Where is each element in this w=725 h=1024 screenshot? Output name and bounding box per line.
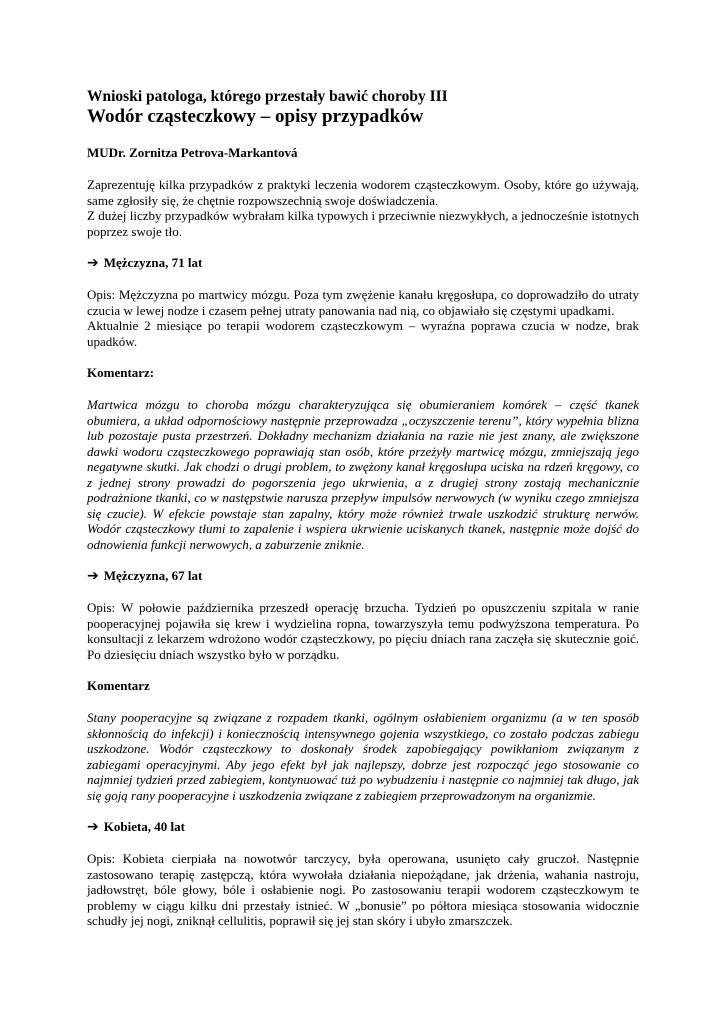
comment-paragraph: Martwica mózgu to choroba mózgu charakteryzująca się obumieraniem komórek – część tkanek obumiera, a układ odpornościowy następnie przeprowadza „oczyszczenie terenu”, który wypełnia blizna lub pozostaje pusta przestrzeń. Dokładny mechanizm działania na razie nie jest znany, ale zwiększone dawki wodoru cząsteczkowego poprawiają stan osób, które przeżyły martwicę mózgu, zmniejszają jego negatywne skutki. Jak chodzi o drugi problem, to zwężony kanał kręgosłupa uciska na rdzeń kręgowy, co z jednej strony prowadzi do pogorszenia jego ukrwienia, a z drugiej strony zostają mechanicznie podrażnione tkanki, co w następstwie narusza przepływ impulsów nerwowych (w wyniku czego zmniejsza się czucie). W efekcie powstaje stan zapalny, który może również trwale uszkodzić strukturę nerwów. Wodór cząsteczkowy tłumi to zapalenie i wspiera ukrwienie uciskanych tkanek, następnie może dojść do odnowienia funkcji nerwowych, a zaburzenie zniknie. [87,397,639,552]
case-description-paragraph: Opis: W połowie października przeszedł operację brzucha. Tydzień po opuszczeniu szpitala w ranie pooperacyjnej pojawiła się krew i wydzielina ropna, towarzyszyła temu podwyższona temperatura. Po konsultacji z lekarzem wdrożono wodór cząsteczkowy, po pięciu dniach rana zaczęła się skutecznie goić. Po dziesięciu dniach wszystko było w porządku. [87,600,639,662]
case-description-paragraph: Aktualnie 2 miesiące po terapii wodorem cząsteczkowym – wyraźna poprawa czucia w nodze, brak upadków. [87,318,639,349]
document-title: Wodór cząsteczkowy – opisy przypadków [87,106,424,127]
case-heading-text: Kobieta, 40 lat [103,819,185,834]
case-heading [87,568,639,584]
right-arrow-icon: ➔ [87,819,99,835]
case-description [87,600,639,662]
case-heading-text: Mężczyzna, 67 lat [103,568,203,583]
case-heading [87,819,639,835]
case-description-paragraph: Opis: Mężczyzna po martwicy mózgu. Poza tym zwężenie kanału kręgosłupa, co doprowadziło do utraty czucia w lewej nodze i czasem pełnej utraty panowania nad nią, co objawiało się częstymi upadkami. [87,287,639,318]
case-description [87,851,639,929]
right-arrow-icon: ➔ [87,255,99,271]
right-arrow-icon: ➔ [87,568,99,584]
case-heading-text: Mężczyzna, 71 lat [103,255,203,270]
comment-label: Komentarz: [87,365,155,380]
document-series-title: Wnioski patologa, którego przestały bawić choroby III [87,88,448,105]
case-heading [87,255,639,271]
document-page [87,88,639,929]
intro-paragraph: Z dużej liczby przypadków wybrałam kilka typowych i przeciwnie niezwykłych, a jednocześnie istotnych poprzez swoje tło. [87,208,639,239]
intro-section [87,177,639,239]
case-comment [87,397,639,552]
author-name: MUDr. Zornitza Petrova-Markantová [87,145,298,160]
case-comment [87,710,639,803]
intro-paragraph: Zaprezentuję kilka przypadków z praktyki leczenia wodorem cząsteczkowym. Osoby, które go używają, same zgłosiły się, że chętnie rozpowszechnią swoje doświadczenia. [87,177,639,208]
case-description-paragraph: Opis: Kobieta cierpiała na nowotwór tarczycy, była operowana, usunięto cały gruczoł. Następnie zastosowano terapię zastępczą, która wywołała działania niepożądane, jak drżenia, wahania nastroju, jadłowstręt, bóle głowy, bóle i osłabienie nogi. Po zastosowaniu terapii wodorem cząsteczkowym te problemy w ciągu kilku dni przestały istnieć. W „bonusie” po półtora miesiąca stosowania widocznie schudły jej nogi, zniknął cellulitis, poprawił się jej stan skóry i ubyło zmarszczek. [87,851,639,928]
comment-label: Komentarz [87,678,150,693]
case-description [87,287,639,349]
comment-paragraph: Stany pooperacyjne są związane z rozpadem tkanki, ogólnym osłabieniem organizmu (a w ten sposób skłonnością do infekcji) i koniecznością intensywnego gojenia wszystkiego, co zostało podczas zabiegu uszkodzone. Wodór cząsteczkowy to doskonały środek zapobiegający powikłaniom związanym z zabiegami operacyjnymi. Aby jego efekt był jak najlepszy, dobrze jest rozpocząć jego stosowanie co najmniej tydzień przed zabiegiem, kontynuować tuż po wybudzeniu i następnie co najmniej tak długo, jak się goją rany pooperacyjne i uszkodzenia związane z zabiegiem przeprowadzonym na organizmie. [87,710,639,803]
